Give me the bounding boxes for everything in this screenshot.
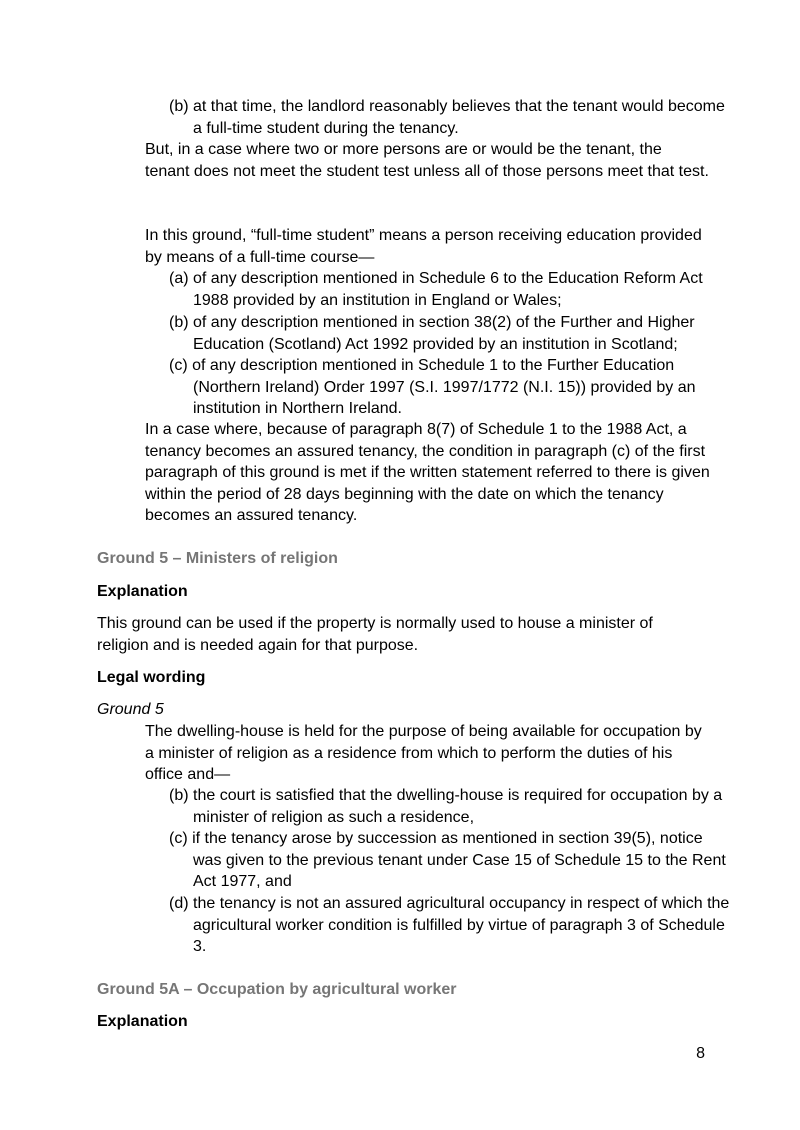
ground5-explanation-text: This ground can be used if the property is normally used to house a minister of religion and is needed again for that purpose.	[97, 615, 653, 654]
ground4-definition-item-c: (c) of any description mentioned in Schedule 1 to the Further Education (Northern Ireland) Order 1997 (S.I. 1997/1772 (N.I. 15)) provided by an institution in Northern Ireland.	[169, 357, 696, 418]
ground4-item-b: (b) at that time, the landlord reasonably believes that the tenant would become a full-time student during the tenancy.	[169, 98, 725, 137]
ground5a-heading: Ground 5A – Occupation by agricultural worker	[97, 981, 457, 998]
ground5-item-c: (c) if the tenancy arose by succession as mentioned in section 39(5), notice was given to the previous tenant under Case 15 of Schedule 15 to the Rent Act 1977, and	[169, 830, 726, 891]
ground4-definition-item-a: (a) of any description mentioned in Schedule 6 to the Education Reform Act 1988 provided by an institution in England or Wales;	[169, 270, 703, 309]
page-number: 8	[696, 1045, 705, 1062]
ground5-item-b: (b) the court is satisfied that the dwelling-house is required for occupation by a minister of religion as such a residence,	[169, 787, 723, 826]
ground5-label: Ground 5	[97, 701, 164, 718]
ground4-definition-item-b: (b) of any description mentioned in section 38(2) of the Further and Higher Education (Scotland) Act 1992 provided by an institution in Scotland;	[169, 314, 695, 353]
ground5-heading: Ground 5 – Ministers of religion	[97, 550, 338, 567]
ground4-case-paragraph: In a case where, because of paragraph 8(7) of Schedule 1 to the 1988 Act, a tenancy becomes an assured tenancy, the condition in paragraph (c) of the first paragraph of this ground is met if the written statement referred to there is given within the period of 28 days beginning with the date on which the tenancy becomes an assured tenancy.	[145, 421, 710, 525]
ground4-definition-paragraph: In this ground, “full-time student” means a person receiving education provided by means of a full-time course—	[145, 227, 702, 266]
ground4-joint-tenant-paragraph: But, in a case where two or more persons are or would be the tenant, the tenant does not meet the student test unless all of those persons meet that test.	[145, 141, 709, 180]
ground5-explanation-heading: Explanation	[97, 583, 188, 600]
ground5-legal-wording-heading: Legal wording	[97, 669, 206, 686]
ground5-intro-paragraph: The dwelling-house is held for the purpose of being available for occupation by a minister of religion as a residence from which to perform the duties of his office and—	[145, 723, 702, 784]
ground5a-explanation-heading: Explanation	[97, 1013, 188, 1030]
ground5-item-d: (d) the tenancy is not an assured agricultural occupancy in respect of which the agricultural worker condition is fulfilled by virtue of paragraph 3 of Schedule 3.	[169, 895, 730, 956]
